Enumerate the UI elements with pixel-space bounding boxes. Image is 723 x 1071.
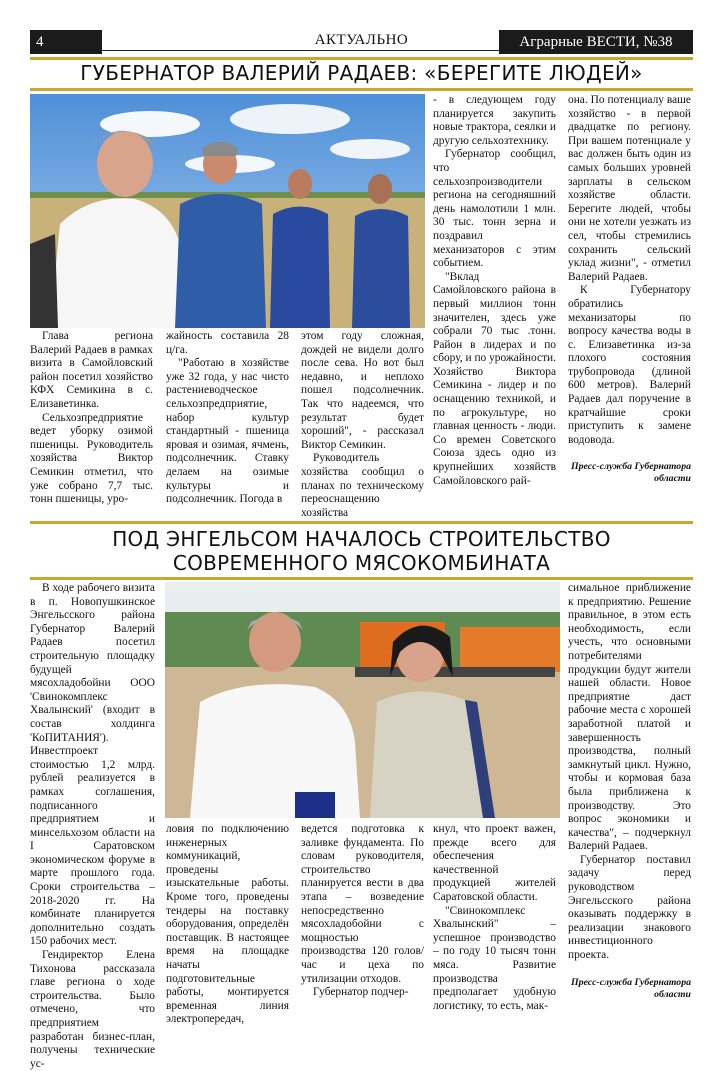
article1-credit: Пресс-служба Губернатора области	[571, 461, 691, 485]
paragraph: жайность составила 28 ц/га.	[166, 330, 289, 356]
article2-column-2	[166, 823, 289, 1026]
paragraph: симальное приближение к предприятию. Решение правильное, в этом есть необходимость, если учесть, что основными потребителями продукции будут жители нашей области. Новое предприятие даст рабочие места с хорошей заработной платой и завершенность производства, полный замкнутый цикл. Нужно, чтобы и кормовая база была приближена к производству. Это вопрос экономики и качества", – подчеркнул Валерий Радаев.	[568, 582, 691, 853]
paragraph: "Работаю в хозяйстве уже 32 года, у нас чисто растениеводческое сельхозпредприятие, набор культур стандартный - пшеница яровая и озимая, ячмень, подсолнечник. Ставку делаем на озимые культуры и подсолнечник. Погода в	[166, 357, 289, 506]
paragraph: Губернатор сообщил, что сельхозпроизводители региона на сегодняшний день намолотили 1 млн. 30 тыс. тонн зерна и поздравил механизаторов с этим событием.	[433, 148, 556, 270]
paragraph: Глава региона Валерий Радаев в рамках визита в Самойловский район посетил хозяйство КФХ Семикина в с. Елизаветинка.	[30, 330, 153, 410]
header-rule	[102, 50, 499, 51]
gold-rule-top	[30, 57, 693, 60]
article1-column-4	[433, 94, 556, 520]
paragraph: "Вклад Самойловского района в первый миллион тонн значителен, здесь уже собрали 70 тыс .тонн. Район в лидерах и по сбору, и по урожайности. Хозяйство Виктора Семикина - лидер и по оснащению техникой, и по агрокультуре, но главная ценность - люди. Со времен Советского Союза здесь одно из крупнейших хозяйств Самойловского рай-	[433, 270, 556, 487]
article2-column-1	[30, 582, 155, 1070]
article1-column-1	[30, 330, 153, 520]
article2-column-5	[568, 582, 691, 1020]
article1-column-2	[166, 330, 289, 520]
article1-column-5	[568, 94, 691, 520]
article2-headline-line1: ПОД ЭНГЕЛЬСОМ НАЧАЛОСЬ СТРОИТЕЛЬСТВО	[112, 527, 611, 551]
paragraph: ведется подготовка к заливке фундамента. По словам руководителя, строительство планируется вести в два этапа – возведение непосредственно мясохладобойни с мощностью производства 120 голов/час и цеха по утилизации отходов.	[301, 823, 424, 985]
article2-column-3	[301, 823, 424, 1020]
paragraph: ловия по подключению инженерных коммуникаций, проведены изыскательные работы. Кроме того, проведены тендеры на поставку оборудования, определён поставщик. В настоящее время на площадке начаты подготовительные работы, монтируется временная линия электропередач,	[166, 823, 289, 1026]
article2-photo	[165, 582, 560, 818]
gold-rule-headline2	[30, 577, 693, 580]
paragraph: этом году сложная, дождей не видели долго после сева. Но вот был недавно, и неплохо пошел подсолнечник. Так что надеемся, что результат будет хороший", - рассказал Виктор Семикин.	[301, 330, 424, 451]
paragraph: кнул, что проект важен, прежде всего для обеспечения качественной продукцией жителей Саратовской области.	[433, 823, 556, 903]
paragraph: В ходе рабочего визита в п. Новопушкинское Энгельсского района Губернатор Валерий Радаев посетил строительную площадку будущей мясохладобойни ООО 'Свинокомплекс Хвалынский' (входит в состав холдинга 'КоПИТАНИЯ'). Инвестпроект стоимостью 1,2 млрд. рублей реализуется в рамках соглашения, подписанного предприятием и минсельхозом области на I Саратовском экономическом форуме в марте прошлого года. Сроки строительства – 2018-2020 гг. На комбинате планируется дополнительно создать 150 рабочих мест.	[30, 582, 155, 948]
paragraph: - в следующем году планируется закупить новые трактора, сеялки и другую сельхозтехнику.	[433, 94, 556, 147]
paragraph: Губернатор подчер-	[313, 986, 409, 999]
paragraph: К Губернатору обратились механизаторы по вопросу качества воды в с. Елизаветинка из-за плохого состояния трубопровода (длиной 600 метров). Валерий Радаев дал поручение в кратчайшие сроки приступить к замене водовода.	[568, 284, 691, 446]
gold-rule-article2	[30, 521, 693, 524]
article1-headline: ГУБЕРНАТОР ВАЛЕРИЙ РАДАЕВ: «БЕРЕГИТЕ ЛЮДЕЙ»	[80, 61, 643, 85]
article1-photo	[30, 94, 425, 328]
paragraph: Сельхозпредприятие ведет уборку озимой пшеницы. Руководитель хозяйства Виктор Семикин отметил, что уже собрано 7,7 тыс. тонн пшеницы, уро-	[30, 411, 153, 506]
paragraph: она. По потенциалу ваше хозяйство - в первой двадцатке по региону. При вашем потенциале у вас должен быть один из самых больших уровней зарплаты в сельском хозяйстве области. Берегите людей, чтобы они не хотели уезжать из сел, чтобы стремились сохранить сельский уклад жизни", - отметил Валерий Радаев.	[568, 94, 691, 283]
page-number: 4	[30, 30, 102, 54]
article2-credit: Пресс-служба Губернатора области	[571, 976, 691, 1000]
paragraph: "Свинокомплекс Хвалынский" – успешное производство – по году 10 тысяч тонн мяса. Развитие производства предполагает удобную логистику, то есть, мак-	[433, 904, 556, 1012]
newspaper-title: Аграрные ВЕСТИ, №38	[499, 30, 693, 54]
article1-column-3	[301, 330, 424, 520]
paragraph: Губернатор поставил задачу перед руководством Энгельсского района оказывать поддержку в реализации знакового инвестиционного проекта.	[568, 853, 691, 962]
article2-headline-line2: СОВРЕМЕННОГО МЯСОКОМБИНАТА	[172, 551, 551, 575]
paragraph: Руководитель хозяйства сообщил о планах по техническому переоснащению хозяйства	[301, 452, 424, 519]
section-title: АКТУАЛЬНО	[314, 32, 409, 48]
article2-column-4	[433, 823, 556, 1020]
gold-rule-headline	[30, 88, 693, 91]
paragraph: Гендиректор Елена Тихонова рассказала главе региона о ходе строительства. Было отмечено, что предприятием разработан бизнес-план, получены технические ус-	[30, 949, 155, 1070]
